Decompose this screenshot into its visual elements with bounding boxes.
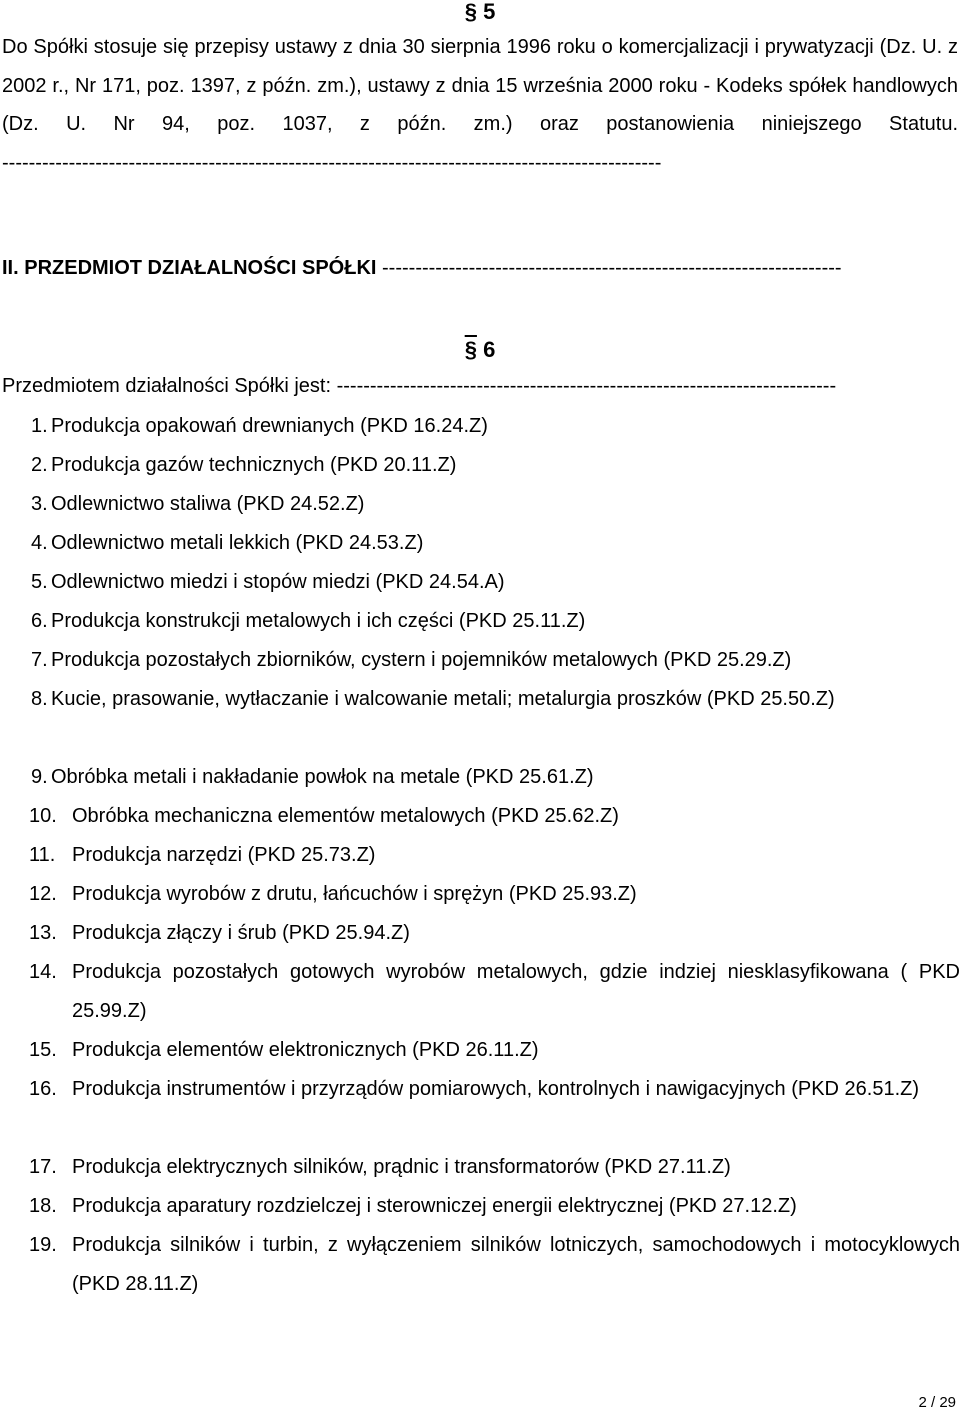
list-item-number: 9. xyxy=(31,766,48,788)
paragraph-section-5 xyxy=(2,28,958,183)
list-item-text: Produkcja aparatury rozdzielczej i sterowniczej energii elektrycznej (PKD 27.12.Z) xyxy=(72,1195,797,1217)
section-number: 6 xyxy=(483,337,496,362)
section-5-heading xyxy=(0,0,960,24)
list-item-text: Odlewnictwo metali lekkich (PKD 24.53.Z) xyxy=(51,532,424,554)
chapter-2-heading xyxy=(2,256,958,280)
list-item-number: 18. xyxy=(29,1195,57,1217)
section-6-heading xyxy=(0,338,960,362)
list-item-number: 12. xyxy=(29,883,57,905)
list-item-text: Produkcja wyrobów z drutu, łańcuchów i sprężyn (PKD 25.93.Z) xyxy=(72,883,637,905)
list-item-text: Produkcja narzędzi (PKD 25.73.Z) xyxy=(72,844,376,866)
list-item-number: 1. xyxy=(31,415,48,437)
list-item-number: 4. xyxy=(31,532,48,554)
list-item-text: Produkcja silników i turbin, z wyłączeniem silników lotniczych, samochodowych i motocyklowych (PKD 28.11.Z) xyxy=(72,1234,960,1295)
list-item-text: Obróbka mechaniczna elementów metalowych (PKD 25.62.Z) xyxy=(72,805,619,827)
list-item-text: Produkcja złączy i śrub (PKD 25.94.Z) xyxy=(72,922,410,944)
page-number: 2 / 29 xyxy=(918,1394,956,1411)
list-item-text: Produkcja konstrukcji metalowych i ich części (PKD 25.11.Z) xyxy=(51,610,586,632)
list-item-number: 6. xyxy=(31,610,48,632)
list-item xyxy=(29,1070,960,1109)
list-item-number: 17. xyxy=(29,1156,57,1178)
list-item xyxy=(31,758,960,797)
list-item xyxy=(29,914,960,953)
list-item-text: Produkcja opakowań drewnianych (PKD 16.24.Z) xyxy=(51,415,488,437)
intro-text: Przedmiotem działalności Spółki jest: xyxy=(2,375,332,397)
list-item-number: 8. xyxy=(31,688,48,710)
list-item-text: Produkcja elektrycznych silników, prądnic i transformatorów (PKD 27.11.Z) xyxy=(72,1156,731,1178)
list-item-text: Produkcja elementów elektronicznych (PKD 26.11.Z) xyxy=(72,1039,539,1061)
list-item xyxy=(29,1148,960,1187)
list-item-number: 13. xyxy=(29,922,57,944)
list-item-text: Produkcja pozostałych zbiorników, cystern i pojemników metalowych (PKD 25.29.Z) xyxy=(51,649,792,671)
list-item xyxy=(31,563,960,602)
list-item xyxy=(29,797,960,836)
section-number: 5 xyxy=(483,0,496,24)
list-item-number: 15. xyxy=(29,1039,57,1061)
list-item xyxy=(29,953,960,1030)
list-item-text: Produkcja gazów technicznych (PKD 20.11.Z) xyxy=(51,454,457,476)
list-item-number: 2. xyxy=(31,454,48,476)
section-6-intro xyxy=(2,374,958,398)
list-item-text: Produkcja instrumentów i przyrządów pomiarowych, kontrolnych i nawigacyjnych (PKD 26.51.Z) xyxy=(72,1078,920,1100)
list-item-number: 7. xyxy=(31,649,48,671)
dash-filler: --------------------------------------------------------------------- xyxy=(382,257,842,279)
dash-filler: --------------------------------------------------------------------------- xyxy=(336,375,837,397)
list-item xyxy=(29,1031,960,1070)
list-item-number: 14. xyxy=(29,961,57,983)
list-item-number: 11. xyxy=(29,844,56,866)
section-sign: § xyxy=(464,337,477,362)
list-item xyxy=(31,485,960,524)
list-item xyxy=(29,836,960,875)
list-item-text: Odlewnictwo miedzi i stopów miedzi (PKD 24.54.A) xyxy=(51,571,505,593)
list-item xyxy=(29,1226,960,1303)
list-item-text: Produkcja pozostałych gotowych wyrobów metalowych, gdzie indziej niesklasyfikowana ( PKD 25.99.Z) xyxy=(72,961,960,1022)
list-item xyxy=(31,524,960,563)
list-item xyxy=(31,680,960,719)
list-item-text: Kucie, prasowanie, wytłaczanie i walcowanie metali; metalurgia proszków (PKD 25.50.Z) xyxy=(51,688,835,710)
paragraph-text: Do Spółki stosuje się przepisy ustawy z dnia 30 sierpnia 1996 roku o komercjalizacji i prywatyzacji (Dz. U. z 2002 r., Nr 171, poz. 1397, z późn. zm.), ustawy z dnia 15 września 2000 roku - Kodeks spółek handlowych (Dz. U. Nr 94, poz. 1037, z późn. zm.) oraz postanowienia niniejszego Statutu. xyxy=(2,36,958,136)
list-item-number: 3. xyxy=(31,493,48,515)
list-item-number: 19. xyxy=(29,1234,57,1256)
chapter-title: II. PRZEDMIOT DZIAŁALNOŚCI SPÓŁKI xyxy=(2,257,377,279)
list-item-number: 5. xyxy=(31,571,48,593)
list-item xyxy=(29,875,960,914)
list-item-number: 16. xyxy=(29,1078,57,1100)
list-item xyxy=(31,602,960,641)
list-item xyxy=(31,446,960,485)
list-item-text: Obróbka metali i nakładanie powłok na metale (PKD 25.61.Z) xyxy=(51,766,594,788)
list-item xyxy=(29,1187,960,1226)
section-sign: § xyxy=(464,0,477,24)
list-item-text: Odlewnictwo staliwa (PKD 24.52.Z) xyxy=(51,493,365,515)
list-item xyxy=(31,407,960,446)
dash-filler: --------------------------------------------------------------------------------------------------- xyxy=(2,152,662,175)
list-item-number: 10. xyxy=(29,805,57,827)
list-item xyxy=(31,641,960,680)
